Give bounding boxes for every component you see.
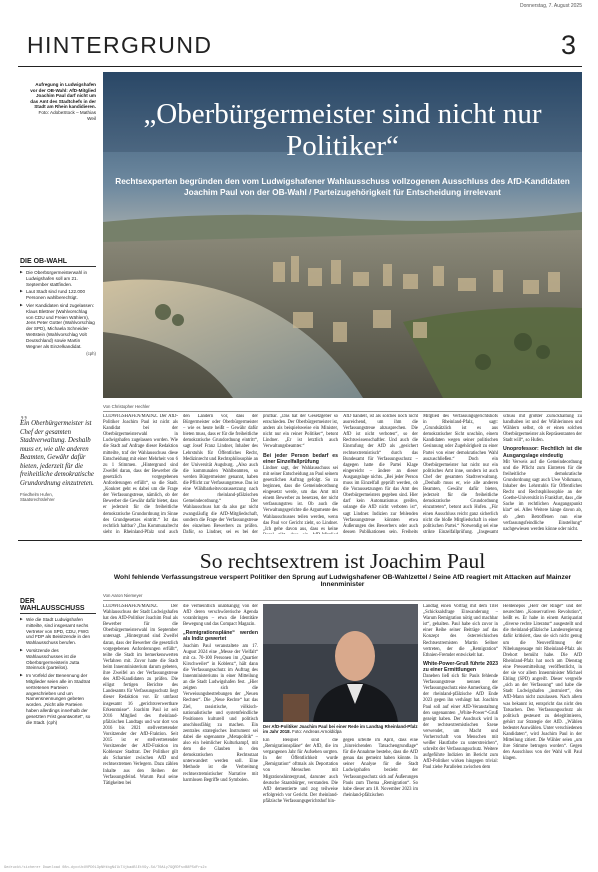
info-box-bullets — [20, 270, 96, 349]
byline-rule-2 — [103, 600, 582, 601]
quote-mark-icon: „ — [20, 403, 28, 422]
second-col-6: Heldenepos „Herr der Ringe“ und der neurechten „Konservativen Revolution“, heißt es. Er habe in einem Antiquariat „diverse rechte Literatur“ ausgestellt und die rheinland-pfälzische Landesregierung dafür kritisiert, dass sie sich nicht genug um die Neuverfilmung der Nibelungensage mit Rheinland-Pfalz als Drehort bemüht habe. Die AfD Rheinland-Pfalz hat noch am Dienstag eine Pressemitteilung veröffentlicht, in der sie vor allem Innenminister Michael Ebling (SPD) angreift. Dieser vergreife „sich an der Verfassung“ und habe die Stadt Ludwigshafen „instruiert“, den AfD-Mann nicht zuzulassen. Nach allem was bekannt ist, entspricht das nicht den Tatsachen. Den Verfassungsschutz als politisch gesteuert zu delegitimieren, gehört zur Strategie der AfD. „Wählen bedeutet Auswählen. Unter verschiedenen Kandidaten“, wird Joachim Paul in der Mitteilung zitiert. Die Wähler seien „um ihre Stimme betrogen worden“. Gegen den Ausschluss von der Wahl will Paul klagen. — [503, 604, 582, 762]
main-byline: Von Christopher Hechler — [103, 404, 150, 409]
main-col-6-subhead: Unoprofessor: Rechtlich ist die Ausgangslage eindeutig — [503, 446, 582, 459]
second-col-2 — [183, 604, 258, 862]
main-headline: „Oberbürgermeister sind nicht nur Politiker“ — [143, 98, 542, 162]
second-col-5-subhead: White-Power-Gruß führte 2023 zu einer Ermittlungen — [423, 660, 498, 673]
second-col-3: Ein Beispiel sind die „Remigrationspläne“ der AfD, die im vergangenen Jahr für Aufsehen sorgten. In der Öffentlichkeit wurde „Remigration“ oftmals als Deportation von Menschen mit Migrationshintergrund, darunter auch deutsche Staatsbürger, verstanden. Die AfD dementierte und zog teilweise erfolgreich vor Gericht. Der rheinland-pfälzische Verfassungsgerichtshof hin- — [263, 738, 338, 804]
main-col-2: den Ländern vor, dass der Bürgermeister oder Oberbürgermeister – wie es heute heißt – Gewähr dafür bieten muss, dass er für die freiheitliche demokratische Grundordnung eintritt“, sagt Josef Franz Lindner, Inhaber des Lehrstuhls für Öffentliches Recht, Medizinrecht und Rechtsphilosophie an der Universität Augsburg. „Also auch die kommunalen Wahlbeamten, so werden Bürgermeister genannt, haben die Pflicht zur Verfassungstreue. Das ist eine Wählbarkeitsvoraussetzung nach der rheinland-pfälzischen Gemeindeordnung.“ Der Wahlausschuss hat da also gar nicht zwangsläufig die AfD-Mitgliedschaft, sondern die Frage der Verfassungstreue des einzelnen Bewerbers zu prüfen. Dafür, so Lindner, sei es bei der — [183, 414, 258, 534]
info-box-wahlausschuss — [20, 598, 96, 727]
info-bullet: ▶ Vier Kandidaten sind zugelassen: Klaus Blettner (Wahlvorschlag von CDU und Freien Wählern), Jens Peter Gotter (Wahlvorschlag der SPD), Michaela Schneider-Wettstein (Wahlvorschlag Volt Deutschland) sowie Martin Wegner als Einzelkandidat. — [20, 303, 96, 349]
main-col-3-text-b: Lindner sagt, der Wahlausschuss sei mit seiner Entscheidung an Paul seinem gesetzlichen Auftrag gefolgt. So zu beginnen, dass die Gemeindeordnung eingesetzt werde, um das Amt mit einem Bewerber zu besetzen, der nicht verfassungstreu ist. Ob auch die Verwaltungsgerichte die Argumente des Wahlausschusses teilen werden, wenn das Paul vor Gericht zieht, so Lindner. „Ich gehe davon aus, dass es keine — [263, 465, 338, 532]
main-col-6 — [503, 414, 582, 534]
quote-author: Friedhelm Hufen, — [20, 492, 53, 497]
byline-rule — [103, 411, 582, 412]
info-box-ob-wahl — [20, 258, 96, 356]
pull-quote — [20, 403, 96, 502]
page-number: 3 — [560, 30, 576, 60]
info-box-2-title: DER WAHLAUSSCHUSS — [20, 598, 96, 614]
main-col-3-text: prüfbar. „Das hat der Gesetzgeber so entschieden. Der Oberbürgermeister ist, anders als beispielsweise ein Minister, nicht nur ein reiner Politiker“, betont Lindner. „Er ist letztlich auch Verwaltungsbeamter.“ — [263, 414, 338, 450]
header-rule — [18, 66, 582, 67]
portrait-photo — [263, 604, 418, 722]
second-col-2-text-b: Joachim Paul veranstaltete am 17. August 2024 eine „Messe der Vielfalt“ mit ca. 70-100 Personen im „Quartier Kirschweiler“ in Koblenz“, hält dann die Verfassungsschutz im Auftrag des Innenministeriums in einer Mitteilung an die Stadt Ludwigshafen fest. „Hier zeigten sich die Verweisungsbestrebungen der „Neuen Rechten“. Die „Neue Rechte“ hat das Ziel, rassistische, völkisch-nationalistische und systemfeindliche Positionen kulturell und politisch anschlussfähig zu machen. Ein zentrales strategisches Instrument sei dabei die sogenannte „Metapolitik“ – also ein heimlicher Kulturkampf, mit dem die Glauben in den demokratischen Rechtsstaat unterwandert werden soll. Eine Methode ist die Verbreitung rechtsextremistischer Narrative mit harmlosen Begriffe und Symbolen. — [183, 643, 258, 783]
portrait-caption-text: Der AfD-Politiker Joachim Paul bei einer Rede im Landtag Rheinland-Pfalz im Jahr 2018. — [263, 724, 418, 735]
main-col-5: Mitglied des Verfassungsgerichtshofs in Rheinland-Pfalz, sagt: „Grundsätzlich ist es aus demokratischer Sicht unschön, einem Kandidaten wegen seiner politischen Gesinnung oder Zugehörigkeit zu einer Partei von einer demokratischen Wahl auszuschließen.“ Doch ein Oberbürgermeister hat nicht nur ein politisches Amt inne, sondern ist auch Chef der gesamten Stadtverwaltung. „Deshalb muss er, wie alle anderen Beamten, Gewähr dafür bieten, jederzeit für die freiheitliche demokratische Grundordnung einzutreten“, betont auch Hufen. „Für einen Ausschluss reicht ganz sicherlich nicht die bloße Mitgliedschaft in einer politischen Partei.“ Notwendig sei eine strikte Einzelfallprüfung. „Insgesamt — [423, 414, 498, 534]
second-col-5-text: Landtag einen Vortrag mit dem Titel „Schicksalsfrage Einwanderung – Warum Remigration nötig und machbar ist“, gehalten. Paul habe sich zuvor in einer Reihe seiner Beiträge auf das Konzept des österreichischen Rechtsextremisten Martin Sellner vertreten, der die „Remigration“ Ethnien-Fremder entwickelt hat. — [423, 604, 498, 658]
second-col-1: LUDWIGSHAFEN/MAINZ. Der Wahlausschuss der Stadt Ludwigshafen hat den AfD-Politiker Joachim Paul als Bewerber für die Oberbürgermeisterwahl im September untersagt. „Hintergrund sind Zweifel daran, dass der Bewerber die gesetzlich vorgegebenen Anforderungen erfüllt“, teilte die Stadt im bemerkenswerten Verfahren mit. Zuvor hatte die Stadt beim Innenministerium darum gebeten, ihre Zweifel an der Verfassungstreue des AfD-Kandidaten zu prüfen. Die eiligst fertigen Berichte des Landesamts für Verfassungsschutz liegt dieser Redaktion vor. Er umfasst insgesamt 16 „gerichtsverwertbare Erkenntnisse“. Joachim Paul ist seit 2016 Mitglied des rheinland-pfälzischen Landtags und war dort von 2016 bis 2021 stellvertretender Vorsitzender der AfD-Fraktion. Seit 2015 ist er stellvertretender Vorsitzender der AfD-Fraktion im Koblenzer Stadtrat. Der Politiker gilt als Scharnier zwischen AfD und rechtsextremen Verlegern. Dazu zählen Inhalte aus den Reihen der Verfassungsfeind. Warum Paul seine Tätigkeiten bei — [103, 604, 178, 786]
info-bullet: ▶ Wie die Stadt Ludwigshafen mitteilte, sind insgesamt sechs Vertreter von SPD, CDU, FWG und FDP als Beisitzende in den Wahlausschuss berufen. — [20, 617, 96, 646]
info-bullet: ▶ Laut Stadt sind rund 122.000 Personen wahlberechtigt. — [20, 289, 96, 301]
portrait-caption — [263, 724, 418, 735]
section-title: HINTERGRUND — [27, 32, 213, 58]
info-bullet: ▶ Vorsitzende des Wahlausschusses ist die Oberbürgermeisterin Jutta Steinruck (parteilos). — [20, 648, 96, 671]
download-footer: Gedruckt/sicherer Download 08n-dyccUcUVPD0L3pNHtbgN4lkT4jbadBlEtVGy-Sd/T0A1y7GQRDFsxB8PSdFrs2c — [4, 866, 207, 870]
info-bullet: ▶ Im Vorfeld der Benennung der Mitglieder seien alle im Stadtrat vertretenen Parteien angeschrieben und um Namensnennungen gebeten worden. „Nicht alle Parteien haben allerdings innerhalb der gesetzten Frist geantwortet“, so die Stadt. (cph) — [20, 673, 96, 725]
second-col-2-text: die vermeintlich unabhängig von der AfD deren verschwörerische Agenda voranbringen – etwa die Identitäre Bewegung und das Compact Magazin. — [183, 604, 258, 628]
main-col-6-text: schuss mit größter Zurückhaltung zu handhaben ist und der Wählerinnen und Wählern selbst, ob er einen solchen Oberbürgermeister als Repräsentanten der Stadt will“, so Hufen. — [503, 414, 582, 444]
main-col-4: AfD handelt, ist als solches noch nicht ausreichend, um ihm die Verfassungstreue abzusprechen. Die AfD ist nicht verboten“, so der Rechtswissenschaftler. Und auch die Einstufung der AfD als „gesichert rechtsextremistisch“ durch das Bundesamt für Verfassungsschutz – dagegen hatte die Partei Klage eingereicht – ändere an dieser Ausgangslage nichts. „Bei jeder Person muss im Einzelfall geprüft werden, ob die Voraussetzungen für das Amt des Oberbürgermeisters gegeben sind. Hier darf kein Automatismus greifen, solange die AfD nicht verboten ist“, sagt Lindner. Indizien zur fehlenden Verfassungstreue könnten etwa Äußerungen des Bewerbers oder auch dessen Publikationen sein. Freiheits — [343, 414, 418, 534]
main-col-6-text-b: Mit Verweis auf die Gemeindeordnung und die Pflicht zum Eintreten für die freiheitliche demokratische Grundordnung sagt auch Uwe Volkmann, Inhaber des Lehrstuhls für Öffentliches Recht und Rechtsphilosophie an der Goethe-Universität in Frankfurt, dass „die Sache im rechtlichen Ausgangspunkt klar“ sei. Alles Weitere hänge davon ab, ob „dem Betroffenen nun eine verfassungsfeindliche Einstellung“ nachgewiesen werden könne oder nicht. — [503, 459, 582, 532]
section-rule — [18, 540, 582, 541]
second-subheadline: Wohl fehlende Verfassungstreue versperrt Politiker den Sprung auf Ludwigshafener OB-Wahlzettel / Seine AfD reagiert mit Attacken auf Mainzer Innenminister — [113, 574, 572, 588]
main-col-1: LUDWIGSHAFEN/MAINZ. Der AfD-Politiker Joachim Paul ist nicht als Kandidat bei der Oberbürgermeisterwahl in Ludwigshafen zugelassen worden. Wie die Stadt auf Anfrage dieser Redaktion mitteilte, traf der Wahlausschuss diese Entscheidung mit einer Mehrheit von 6 zu 1 Stimmen. „Hintergrund sind Zweifel daran, dass der Bewerber die gesetzlich vorgegebenen Anforderungen erfüllt“, so die Stadt. „Konkret geht es dabei um die Frage der Verfassungstreue, nämlich, ob der Bewerber die Gewähr dafür bietet, dass er jederzeit für die freiheitliche demokratische Grundordnung im Sinne des Grundgesetzes eintritt.“ Ist das rechtlich haltbar? „Das Kommunalrecht sieht in Rheinland-Pfalz und auch — [103, 414, 178, 534]
quote-text: Ein Oberbürgermeister ist Chef der gesamten Stadtverwaltung. Deshalb muss er, wie alle anderen Beamten, Gewähr dafür bieten, jederzeit für die freiheitliche demokratische Grundordnung einzutreten. — [20, 420, 94, 487]
second-col-5-text-b: Daneben ließ sich für Pauls fehlende Verfassungstreue nennen der Verfassungsschutz eine Anmerkung, die der rheinland-pfälzische AfD Ende 2023 gegen ihn verhängt hat. Joachim Paul soll auf einer AfD-Veranstaltung den sogenannten „White-Power“-Gruß gezeigt haben. Der Ausdruck wird in der rechtsextremistischen Szene verwendet, um Macht und Vorherrschaft von Menschen mit weißer Hautfarbe zu unterstreichen“, schreibt der Verfassungsschutz. Weitere aufgeführte Indizien im Bericht zum AfD-Politiker wirken hingegen trivial: Paul ziehe Parallelen zwischen dem — [423, 674, 498, 771]
second-headline: So rechtsextrem ist Joachim Paul — [199, 549, 486, 573]
issue-date: Donnerstag, 7. August 2025 — [520, 3, 582, 9]
main-subheadline: Rechtsexperten begründen den vom Ludwigshafener Wahlausschuss vollzogenen Ausschluss des AfD-Kandidaten Joachim Paul von der OB-Wahl / Parteizugehörigkeit für Entscheidung irrelevant — [115, 176, 570, 197]
photo-caption-text: Aufregung in Ludwigshafen vor der OB-Wahl: AfD-Mitglied Joachim Paul darf nicht um das Amt des Stadtchefs in der Stadt am Rhein kandidieren. — [30, 82, 96, 110]
main-col-3-subhead: Bei jeder Person bedarf es einer Einzelfallprüfung — [263, 452, 338, 465]
second-col-4: gegen urteilte im April, dass eine „hinreichenden Tatsachengrundlage“ für die Annahme bestehe, dass die AfD genau das gemeint haben könnte. In seiner Analyse für die Stadt Ludwigshafen bezieht der Verfassungsschutz sich auf Äußerungen Pauls zum Thema „Remigration“. So habe dieser am 18. November 2023 im rheinland-pfälzischen — [343, 738, 418, 798]
info-box-2-bullets — [20, 617, 96, 725]
quote-author-role: Staatsrechtslehrer — [20, 497, 55, 502]
second-byline: Von Aaron Niemeyer — [103, 593, 143, 598]
second-col-5 — [423, 604, 498, 862]
main-col-3 — [263, 414, 338, 534]
photo-caption — [30, 82, 96, 121]
second-col-2-subhead: „Remigrationspläne“ werden als Indiz gewertet — [183, 630, 258, 643]
info-box-title: DIE OB-WAHL — [20, 258, 96, 267]
info-bullet: ▶ Die Oberbürgermeisterwahl in Ludwigshafen soll am 21. September stattfinden. — [20, 270, 96, 287]
photo-caption-credit: Foto: AdobeStock – Mathias Weil — [38, 109, 96, 121]
portrait-caption-credit: Foto: Andreas Arnold/dpa — [292, 729, 342, 735]
info-box-credit: (cph) — [86, 351, 96, 357]
